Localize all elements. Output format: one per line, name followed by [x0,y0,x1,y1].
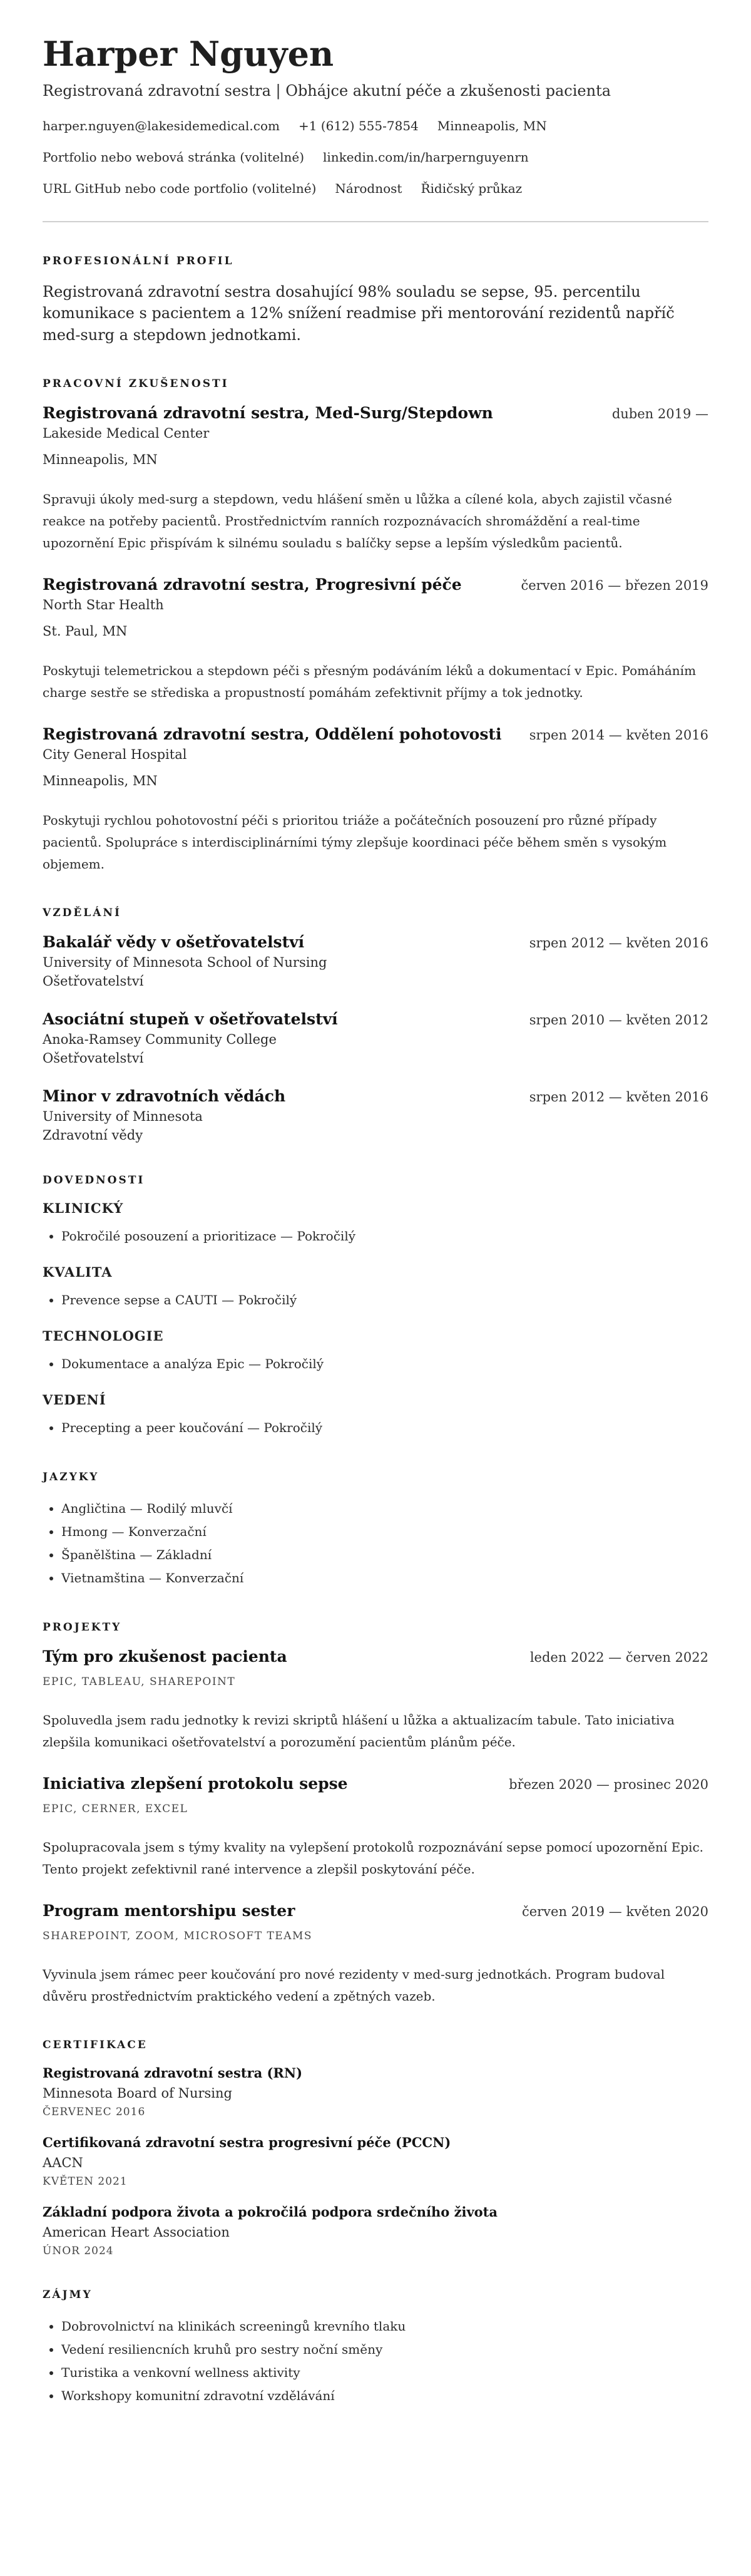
section-title: DOVEDNOSTI [43,1174,145,1187]
interest-item: • Vedení resiliencních kruhů pro sestry noční směny [61,2338,708,2361]
certification-date: ČERVENEC 2016 [43,2106,146,2119]
entry-head [43,1647,708,1666]
skill-category: TECHNOLOGIE [43,1328,164,1344]
job-date: srpen 2014 — květen 2016 [529,728,708,743]
interest-list [43,2315,708,2408]
section-title: ZÁJMY [43,2289,93,2302]
certification-date: ÚNOR 2024 [43,2245,114,2258]
employer: City General Hospital [43,747,187,763]
degree: Asociátní stupeň v ošetřovatelství [43,1010,338,1029]
job-description: Poskytuji rychlou pohotovostní péči s prioritou triáže a počátečních posouzení pro různé případy pacientů. Spolupráce s interdisciplinárními týmy zlepšuje koordinaci péče během směn s vysokým objemem. [43,813,667,872]
job-location: St. Paul, MN [43,624,128,639]
project-entry [43,1775,708,1880]
interest-item: • Workshopy komunitní zdravotní vzdělávání [61,2384,708,2408]
candidate-name: Harper Nguyen [43,34,334,74]
experience-entry [43,725,708,875]
profile-text: Registrovaná zdravotní sestra dosahující 98% souladu se sepse, 95. percentilu komunikace s pacientem a 12% snížení readmise při mentorování rezidentů napříč med-surg a stepdown jednotkami. [43,282,675,344]
experience-entry [43,575,708,704]
certification-issuer: AACN [43,2155,83,2171]
contact-row-2 [43,150,708,165]
education-date: srpen 2012 — květen 2016 [529,1090,708,1105]
interest-item: • Dobrovolnictví na klinikách screeningů krevního tlaku [61,2315,708,2338]
language-item: • Vietnamština — Konverzační [61,1567,708,1590]
entry-head [43,933,708,951]
certification-name: Základní podpora života a pokročilá podpora srdečního života [43,2204,498,2220]
email[interactable]: harper.nguyen@lakesidemedical.com [43,118,280,133]
languages-section [43,1471,708,1590]
project-title: Iniciativa zlepšení protokolu sepse [43,1775,348,1793]
certification-entry [43,2135,708,2188]
project-entry [43,1647,708,1753]
certification-issuer: Minnesota Board of Nursing [43,2086,232,2101]
project-description: Spolupracovala jsem s týmy kvality na vylepšení protokolů rozpoznávání sepse pomocí upozornění Epic. Tento projekt zefektivnil rané intervence a zlepšil poskytování péče. [43,1840,704,1877]
language-item: • Španělština — Základní [61,1543,708,1567]
job-title: Registrovaná zdravotní sestra, Oddělení pohotovosti [43,725,502,744]
drivers-license: Řidičský průkaz [421,180,523,196]
contact-row-3 [43,181,708,196]
project-tech: EPIC, TABLEAU, SHAREPOINT [43,1676,236,1689]
phone[interactable]: +1 (612) 555-7854 [298,118,419,133]
skill-group [43,1392,708,1440]
section-title: PROFESIONÁLNÍ PROFIL [43,254,234,267]
skill-group [43,1264,708,1312]
employer: Lakeside Medical Center [43,426,210,441]
experience-section [43,378,708,875]
entry-head [43,1087,708,1105]
field: Ošetřovatelství [43,974,144,989]
certification-date: KVĚTEN 2021 [43,2175,128,2188]
certification-entry [43,2204,708,2257]
language-item: • Hmong — Konverzační [61,1520,708,1543]
interest-item: • Turistika a venkovní wellness aktivity [61,2361,708,2384]
project-date: leden 2022 — červen 2022 [529,1650,708,1666]
education-entry [43,1087,708,1143]
certification-name: Registrovaná zdravotní sestra (RN) [43,2065,303,2081]
entry-head [43,1902,708,1920]
projects-section [43,1621,708,2007]
entry-head [43,404,708,422]
education-section [43,907,708,1143]
experience-entry [43,404,708,554]
skill-item: • Dokumentace a analýza Epic — Pokročilý [61,1352,708,1376]
interests-section [43,2289,708,2408]
job-description: Spravuji úkoly med-surg a stepdown, vedu hlášení směn u lůžka a cílené kola, abych zajistil včasné reakce na potřeby pacientů. Prostřednictvím ranních rozpoznávacích shromáždění a real-time upozornění Epic přispívám k silnému souladu s balíčky sepse a lepším výsledkům pacientů. [43,492,672,551]
entry-head [43,1775,708,1793]
skills-section [43,1174,708,1440]
job-description: Poskytuji telemetrickou a stepdown péči s přesným podáváním léků a dokumentací v Epic. Pomáháním charge sestře se střediska a propustností pomáhám zefektivnit příjmy a tok jednotky. [43,663,697,701]
section-title: CERTIFIKACE [43,2039,148,2052]
skill-list [43,1225,708,1248]
project-description: Spoluvedla jsem radu jednotky k revizi skriptů hlášení u lůžka a aktualizacím tabule. Tato iniciativa zlepšila komunikaci ošetřovatelství a porozumění pacientům plánům péče. [43,1713,675,1750]
skill-item: • Prevence sepse a CAUTI — Pokročilý [61,1289,708,1312]
education-entry [43,933,708,989]
section-title: PRACOVNÍ ZKUŠENOSTI [43,378,229,391]
project-date: březen 2020 — prosinec 2020 [509,1777,708,1793]
skill-list [43,1416,708,1440]
headline: Registrovaná zdravotní sestra | Obhájce akutní péče a zkušenosti pacienta [43,81,611,100]
skill-category: KVALITA [43,1264,113,1280]
entry-head [43,725,708,743]
field: Zdravotní vědy [43,1128,143,1143]
project-date: červen 2019 — květen 2020 [521,1904,708,1920]
project-entry [43,1902,708,2007]
degree: Bakalář vědy v ošetřovatelství [43,933,305,952]
contact-row-1 [43,118,708,133]
skill-category: VEDENÍ [43,1392,106,1408]
skill-category: KLINICKÝ [43,1200,124,1217]
portfolio-link[interactable]: Portfolio nebo webová stránka (volitelné) [43,149,305,165]
job-title: Registrovaná zdravotní sestra, Med-Surg/Stepdown [43,404,493,423]
skill-list [43,1352,708,1376]
skill-group [43,1200,708,1248]
certification-entry [43,2065,708,2118]
entry-head [43,1010,708,1028]
project-description: Vyvinula jsem rámec peer koučování pro nové rezidenty v med-surg jednotkách. Program budoval důvěru prostřednictvím praktického vedení a zpětných vazeb. [43,1967,665,2004]
entry-head [43,575,708,594]
project-tech: SHAREPOINT, ZOOM, MICROSOFT TEAMS [43,1930,313,1943]
certification-issuer: American Heart Association [43,2225,230,2240]
project-title: Tým pro zkušenost pacienta [43,1647,287,1666]
section-title: JAZYKY [43,1471,100,1484]
school: Anoka-Ramsey Community College [43,1032,277,1048]
job-title: Registrovaná zdravotní sestra, Progresivní péče [43,575,462,594]
skill-list [43,1289,708,1312]
school: University of Minnesota School of Nursing [43,955,327,971]
certifications-section [43,2039,708,2257]
skill-group [43,1328,708,1376]
section-title: PROJEKTY [43,1621,122,1634]
employer: North Star Health [43,597,164,613]
language-list [43,1497,708,1590]
job-location: Minneapolis, MN [43,773,158,789]
job-date: červen 2016 — březen 2019 [521,578,708,594]
section-title: VZDĚLÁNÍ [43,907,121,920]
skill-item: • Pokročilé posouzení a prioritizace — Pokročilý [61,1225,708,1248]
github-link[interactable]: URL GitHub nebo code portfolio (volitelné) [43,180,317,196]
nationality: Národnost [335,180,402,196]
language-item: • Angličtina — Rodilý mluvčí [61,1497,708,1520]
location: Minneapolis, MN [437,118,547,133]
profile-section [43,255,708,346]
job-location: Minneapolis, MN [43,452,158,468]
project-tech: EPIC, CERNER, EXCEL [43,1803,188,1816]
project-title: Program mentorshipu sester [43,1902,295,1920]
education-date: srpen 2012 — květen 2016 [529,935,708,951]
education-date: srpen 2010 — květen 2012 [529,1012,708,1028]
degree: Minor v zdravotních vědách [43,1087,286,1106]
certification-name: Certifikovaná zdravotní sestra progresivní péče (PCCN) [43,2135,451,2151]
skill-item: • Precepting a peer koučování — Pokročilý [61,1416,708,1440]
header-divider [43,221,708,222]
education-entry [43,1010,708,1066]
school: University of Minnesota [43,1109,203,1125]
linkedin-link[interactable]: linkedin.com/in/harpernguyenrn [323,149,529,165]
resume-header [43,36,708,196]
job-date: duben 2019 — [611,406,708,422]
field: Ošetřovatelství [43,1051,144,1066]
